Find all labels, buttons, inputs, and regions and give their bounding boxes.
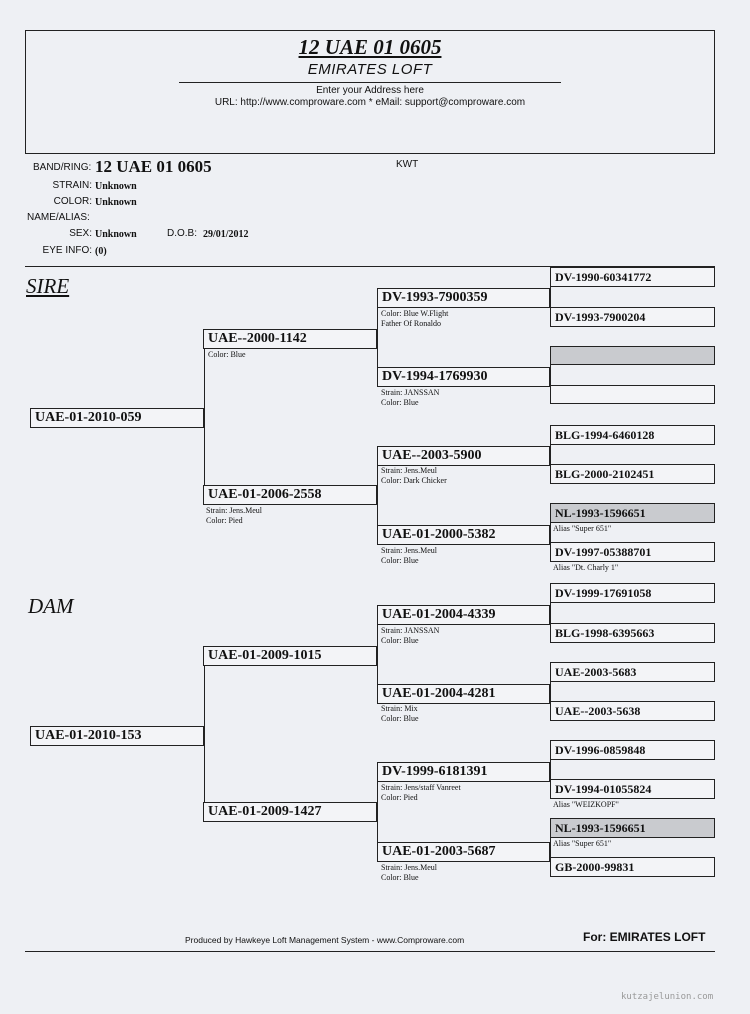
sire-dam-strain: Strain: Jens.Meul (206, 506, 262, 515)
ss-dam-color: Color: Blue (381, 398, 419, 407)
connector-line (377, 297, 378, 375)
ss-sire-color: Color: Blue W.Flight (381, 309, 449, 318)
sss-dam-ring: DV-1993-7900204 (550, 307, 715, 327)
sire-sire-detail: Color: Blue (208, 350, 246, 359)
sd-sire-strain: Strain: Jens.Meul (381, 466, 437, 475)
sire-ring: UAE-01-2010-059 (30, 408, 204, 428)
name-alias-label: NAME/ALIAS: (27, 212, 90, 223)
connector-line (204, 656, 205, 811)
sire-dam-color: Color: Pied (206, 516, 243, 525)
sd-dam-ring: UAE-01-2000-5382 (377, 525, 550, 545)
dds-dam-alias: Alias "WEIZKOPF" (553, 800, 619, 809)
dd-sire-strain: Strain: Jens/staff Vanreet (381, 783, 461, 792)
ds-sire-color: Color: Blue (381, 636, 419, 645)
header-band-title: 12 UAE 01 0605 (298, 35, 442, 59)
sdd-sire-ring: NL-1993-1596651 (550, 503, 715, 523)
sire-dam-ring: UAE-01-2006-2558 (203, 485, 377, 505)
ss-sire-note: Father Of Ronaldo (381, 319, 441, 328)
dam-section-label: DAM (28, 594, 74, 618)
sd-dam-color: Color: Blue (381, 556, 419, 565)
dd-dam-strain: Strain: Jens.Meul (381, 863, 437, 872)
dd-dam-ring: UAE-01-2003-5687 (377, 842, 550, 862)
sire-section-label: SIRE (26, 274, 70, 298)
ds-sire-strain: Strain: JANSSAN (381, 626, 440, 635)
header-divider (179, 82, 561, 83)
sdd-sire-alias: Alias "Super 651" (553, 524, 612, 533)
color-label: COLOR: (53, 196, 92, 207)
connector-line (377, 771, 378, 850)
ss-sire-ring: DV-1993-7900359 (377, 288, 550, 308)
dob-label: D.O.B: (167, 228, 198, 239)
ds-dam-color: Color: Blue (381, 714, 419, 723)
sex-value: Unknown (95, 229, 137, 240)
sd-dam-strain: Strain: Jens.Meul (381, 546, 437, 555)
dsd-dam-ring: UAE--2003-5638 (550, 701, 715, 721)
strain-label: STRAIN: (52, 180, 92, 191)
dam-ring: UAE-01-2010-153 (30, 726, 204, 746)
dob-value: 29/01/2012 (203, 229, 249, 240)
ssd-dam-ring (550, 385, 715, 404)
dam-sire-ring: UAE-01-2009-1015 (203, 646, 377, 666)
ssd-sire-ring (550, 346, 715, 365)
dds-sire-ring: DV-1996-0859848 (550, 740, 715, 760)
band-label: BAND/RING: (33, 162, 92, 173)
eye-info-label: EYE INFO: (42, 245, 92, 256)
connector-line (204, 337, 205, 493)
ss-dam-ring: DV-1994-1769930 (377, 367, 550, 387)
sds-sire-ring: BLG-1994-6460128 (550, 425, 715, 445)
ddd-sire-ring: NL-1993-1596651 (550, 818, 715, 838)
dsd-sire-ring: UAE-2003-5683 (550, 662, 715, 682)
sire-sire-ring: UAE--2000-1142 (203, 329, 377, 349)
footer-for-loft: For: EMIRATES LOFT (583, 930, 706, 944)
sds-dam-ring: BLG-2000-2102451 (550, 464, 715, 484)
strain-value: Unknown (95, 181, 137, 192)
footer-produced-by: Produced by Hawkeye Loft Management System - www.Comproware.com (185, 935, 465, 945)
ds-dam-strain: Strain: Mix (381, 704, 418, 713)
sss-sire-ring: DV-1990-60341772 (550, 267, 715, 287)
dd-sire-color: Color: Pied (381, 793, 418, 802)
ddd-dam-ring: GB-2000-99831 (550, 857, 715, 877)
sex-label: SEX: (69, 228, 92, 239)
dd-dam-color: Color: Blue (381, 873, 419, 882)
eye-info-value: (0) (95, 246, 107, 257)
header-box (25, 30, 715, 154)
ds-sire-ring: UAE-01-2004-4339 (377, 605, 550, 625)
kwt-label: KWT (396, 159, 419, 170)
dam-dam-ring: UAE-01-2009-1427 (203, 802, 377, 822)
dds-dam-ring: DV-1994-01055824 (550, 779, 715, 799)
sdd-dam-ring: DV-1997-05388701 (550, 542, 715, 562)
watermark-text: kutzajelunion.com (621, 992, 714, 1002)
footer-divider (25, 951, 715, 952)
dd-sire-ring: DV-1999-6181391 (377, 762, 550, 782)
ss-dam-strain: Strain: JANSSAN (381, 388, 440, 397)
color-value: Unknown (95, 197, 137, 208)
band-value: 12 UAE 01 0605 (95, 157, 212, 176)
dss-sire-ring: DV-1999-17691058 (550, 583, 715, 603)
dss-dam-ring: BLG-1998-6395663 (550, 623, 715, 643)
sdd-dam-alias: Alias "Dt. Charly 1" (553, 563, 619, 572)
header-address: Enter your Address here (316, 85, 424, 96)
header-loft-name: EMIRATES LOFT (307, 61, 433, 78)
connector-line (377, 614, 378, 693)
sd-sire-ring: UAE--2003-5900 (377, 446, 550, 466)
sd-sire-color: Color: Dark Chicker (381, 476, 447, 485)
ddd-sire-alias: Alias "Super 651" (553, 839, 612, 848)
header-url-line: URL: http://www.comproware.com * eMail: support@comproware.com (214, 97, 526, 108)
ds-dam-ring: UAE-01-2004-4281 (377, 684, 550, 704)
